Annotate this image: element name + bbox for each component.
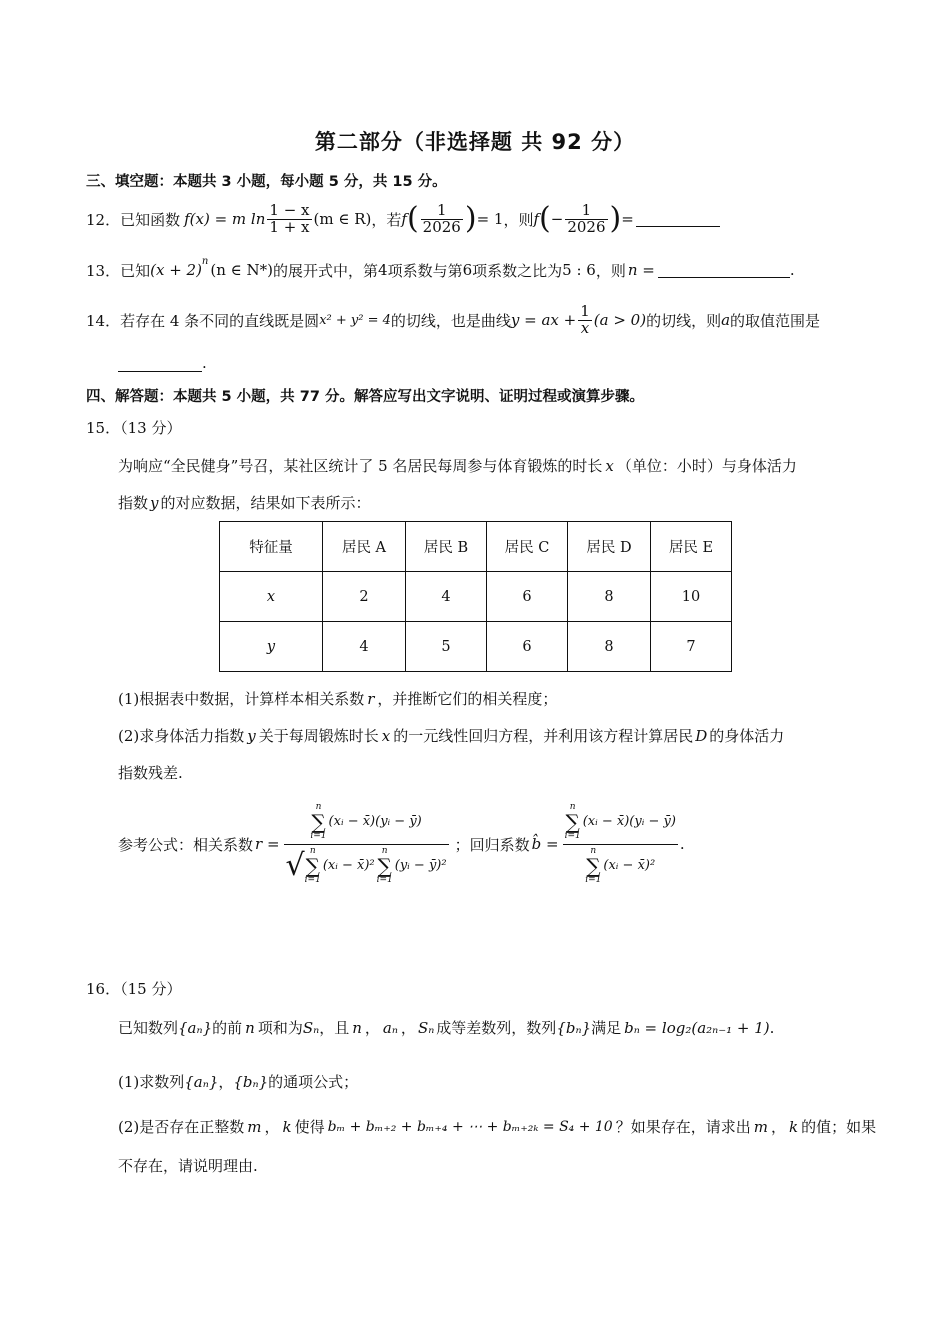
q13-text-a: 已知 [120, 261, 151, 280]
q16-var-k-2: k [788, 1117, 799, 1136]
q12-eq2: = [621, 210, 634, 228]
q15-paragraph-2 [118, 492, 371, 513]
paren-close-icon: ) [609, 201, 622, 236]
q16-var-k: k [282, 1117, 292, 1136]
table-header-cell: 居民 A [323, 522, 406, 572]
table-cell: 8 [568, 622, 651, 672]
sigma-block [305, 847, 321, 886]
paren-open-icon: ( [539, 201, 551, 236]
q16-sep: ， [264, 1118, 280, 1136]
q13-answer-blank[interactable] [658, 263, 790, 278]
q14-answer-blank[interactable] [118, 357, 202, 372]
q16-line-1 [118, 1017, 774, 1038]
question-12 [86, 197, 720, 241]
q15-var-D: D [695, 727, 708, 745]
q15-ref-b: ；回归系数 [454, 835, 530, 854]
q12-f-label-1: f [401, 210, 407, 228]
b-formula-fraction [563, 803, 678, 886]
q12-number: 12． [86, 210, 121, 229]
q14-text-b: 的切线，也是曲线 [390, 311, 511, 330]
table-cell: 6 [487, 622, 568, 672]
q15-part2-c: 的一元线性回归方程，并利用该方程计算居民 [393, 727, 694, 745]
q13-expr: (x + 2) [150, 261, 202, 279]
q16-part2-d: 的值；如果 [801, 1118, 877, 1136]
q15-part2-var-x: x [381, 727, 391, 745]
q13-four: 4 [378, 261, 388, 279]
q15-part2-line2: 指数残差. [118, 764, 183, 782]
q14-condition: (a > 0) [593, 311, 647, 329]
q16-sep-2: ， [770, 1118, 786, 1136]
q13-text-e: ，则 [595, 261, 626, 280]
q16-a-n: aₙ [382, 1018, 398, 1037]
q12-frac-den: 1 + x [269, 217, 310, 236]
q12-text-a: 已知函数 [120, 210, 181, 229]
q15-var-r: r [367, 690, 375, 708]
q13-text-d: 项系数之比为 [472, 261, 563, 280]
q13-six: 6 [462, 261, 473, 279]
q16-part1-b: ， [218, 1073, 234, 1091]
table-row [220, 572, 732, 622]
sigma-icon: ∑ [311, 810, 326, 835]
q13-sup: n [201, 256, 209, 267]
q14-fraction [578, 301, 592, 337]
sigma-icon: ∑ [565, 810, 580, 835]
table-header-cell: 特征量 [220, 522, 323, 572]
q12-function: f(x) = m ln [184, 210, 266, 228]
paren-close-icon: ) [464, 201, 477, 236]
sigma-bottom: i=1 [304, 874, 321, 885]
q16-line1-b: 的前 [212, 1019, 243, 1037]
r-denominator-term-2: (yᵢ − ȳ)² [394, 858, 447, 874]
q15-part-2 [118, 725, 784, 746]
sigma-bottom: i=1 [310, 831, 327, 842]
q12-condition: (m ∈ R) [313, 210, 372, 228]
q12-f-label-2: f [533, 210, 540, 228]
q16-line1-c: 项和为 [257, 1019, 303, 1037]
q16-line1-g: 成等差数列，数列 [436, 1019, 557, 1037]
q15-part2-d: 的身体活力 [709, 727, 785, 745]
r-formula-denominator [284, 844, 449, 886]
q16-part-2 [118, 1116, 876, 1137]
q12-arg2-num: 1 [581, 200, 592, 219]
q15-para1-b: （单位：小时）与身体活力 [616, 457, 797, 475]
q13-condition: (n ∈ N*) [210, 261, 274, 279]
q16-part1-seq-b: {bₙ} [233, 1072, 269, 1091]
sigma-block [377, 847, 393, 886]
sigma-top: n [590, 845, 597, 856]
q15-ref-period: . [679, 835, 685, 853]
table-cell: 4 [406, 572, 487, 622]
q14-number: 14． [86, 311, 121, 330]
table-cell: x [220, 572, 323, 622]
q15-part1-b: ，并推断它们的相关程度； [377, 690, 558, 708]
q16-part1-seq-a: {aₙ} [184, 1072, 219, 1091]
b-numerator-term: (xᵢ − x̄)(yᵢ − ȳ) [582, 814, 676, 830]
q13-end: . [789, 261, 795, 279]
q12-neg: − [550, 210, 564, 228]
q12-text-b: ，若 [371, 210, 402, 229]
table-cell: 5 [406, 622, 487, 672]
q15-part-1 [118, 688, 557, 709]
q15-para2-b: 的对应数据，结果如下表所示： [160, 494, 371, 512]
sigma-bottom: i=1 [564, 831, 581, 842]
table-header-cell: 居民 C [487, 522, 568, 572]
q16-Sn: Sₙ [302, 1018, 320, 1037]
q15-r-eq: r = [255, 835, 280, 853]
sigma-block [565, 803, 581, 842]
q16-var-n: n [245, 1018, 255, 1037]
q14-end: . [202, 354, 207, 372]
q14-text-a: 若存在 4 条不同的直线既是圆 [120, 311, 320, 330]
q12-arg1-num: 1 [436, 200, 447, 219]
q15-b-eq: b̂ = [531, 835, 559, 853]
table-cell: 4 [323, 622, 406, 672]
q15-part2-var-y: y [247, 727, 256, 745]
q16-Sn-2: Sₙ [417, 1018, 435, 1037]
q16-part1-c: 的通项公式； [268, 1073, 359, 1091]
q15-paragraph-1 [118, 455, 797, 476]
table-cell: 10 [651, 572, 732, 622]
b-formula-numerator [563, 803, 678, 844]
q12-text-c: ，则 [503, 210, 534, 229]
q15-para1-a: 为响应“全民健身”号召，某社区统计了 5 名居民每周参与体育锻炼的时长 [118, 457, 603, 475]
q15-var-y: y [150, 494, 159, 512]
table-cell: 6 [487, 572, 568, 622]
q16-part-1 [118, 1071, 358, 1092]
q14-answer-line [118, 354, 207, 372]
q14-text-d: 的取值范围是 [730, 311, 821, 330]
q16-line1-d: ，且 [319, 1019, 350, 1037]
r-formula-numerator [284, 803, 449, 844]
sigma-top: n [381, 845, 388, 856]
q16-part2-b: 使得 [294, 1118, 325, 1136]
table-header-cell: 居民 E [651, 522, 732, 572]
q16-part1-a: (1)求数列 [118, 1073, 185, 1091]
sigma-bottom: i=1 [376, 874, 393, 885]
q14-frac-den: x [578, 320, 592, 337]
q12-arg2-den: 2026 [567, 217, 606, 236]
q14-frac-num: 1 [580, 301, 590, 320]
q12-arg1-den: 2026 [422, 217, 461, 236]
q16-seq-a: {aₙ} [178, 1018, 213, 1037]
table-row [220, 622, 732, 672]
q14-a: a [721, 311, 731, 329]
table-header-cell: 居民 D [568, 522, 651, 572]
q15-part2-a: (2)求身体活力指数 [118, 727, 245, 745]
q14-curve: y = ax + [510, 311, 577, 329]
sigma-icon: ∑ [377, 853, 392, 878]
r-denominator-term-1: (xᵢ − x̄)² [322, 858, 375, 874]
q15-ref-a: 参考公式：相关系数 [118, 835, 254, 854]
section-4-heading: 四、解答题：本题共 5 小题，共 77 分。解答应写出文字说明、证明过程或演算步骤。 [86, 389, 644, 405]
q16-line1-a: 已知数列 [118, 1019, 179, 1037]
q14-circle: x² + y² = 4 [319, 312, 391, 328]
sigma-block [585, 847, 601, 886]
q12-arg-fraction-2 [565, 200, 607, 236]
page-title: 第二部分（非选择题 共 92 分） [314, 130, 636, 154]
q12-frac-num: 1 − x [269, 200, 310, 219]
q16-var-n-2: n [352, 1018, 362, 1037]
sigma-top: n [569, 801, 576, 812]
q16-line1-h: 满足 [591, 1019, 622, 1037]
q16-sum-equation: bₘ + bₘ₊₂ + bₘ₊₄ + ⋯ + bₘ₊₂ₖ = S₄ + 10 [327, 1118, 613, 1135]
q15-part2-b: 关于每周锻炼时长 [258, 727, 379, 745]
q16-var-m: m [247, 1117, 262, 1136]
data-table [219, 521, 732, 672]
b-denominator-term: (xᵢ − x̄)² [603, 858, 656, 874]
q16-var-m-2: m [753, 1117, 768, 1136]
q13-text-c: 项系数与第 [387, 261, 463, 280]
q16-part2-line2: 不存在，请说明理由. [118, 1157, 258, 1175]
b-formula-denominator [563, 844, 678, 886]
q12-arg-fraction-1 [421, 200, 463, 236]
table-cell: y [220, 622, 323, 672]
question-13 [86, 256, 795, 284]
q15-part1-a: (1)根据表中数据，计算样本相关系数 [118, 690, 365, 708]
sigma-block [310, 803, 326, 842]
sigma-top: n [315, 801, 322, 812]
q13-ratio: 5 : 6 [562, 261, 596, 279]
r-numerator-term: (xᵢ − x̄)(yᵢ − ȳ) [328, 814, 422, 830]
section-3-heading: 三、填空题：本题共 3 小题，每小题 5 分，共 15 分。 [86, 174, 447, 190]
q16-header: 16．（15 分） [86, 980, 182, 998]
table-cell: 8 [568, 572, 651, 622]
q15-header: 15．（13 分） [86, 419, 182, 437]
q16-line1-i: . [769, 1018, 775, 1037]
sqrt-icon: √ [285, 847, 305, 883]
q16-line1-f: ， [400, 1019, 416, 1037]
q15-reference-formulas [118, 799, 685, 889]
q15-var-x: x [605, 457, 614, 475]
table-header-cell: 居民 B [406, 522, 487, 572]
r-formula-fraction [284, 803, 449, 886]
table-header-row [220, 522, 732, 572]
q13-number: 13． [86, 261, 121, 280]
table-cell: 7 [651, 622, 732, 672]
sigma-bottom: i=1 [585, 874, 602, 885]
q12-fraction [267, 200, 311, 236]
q16-bn-formula: bₙ = log₂(a₂ₙ₋₁ + 1) [624, 1018, 770, 1037]
q13-n-eq: n = [627, 261, 655, 279]
sigma-icon: ∑ [305, 853, 320, 878]
q16-line1-e: ， [364, 1019, 380, 1037]
sigma-icon: ∑ [586, 853, 601, 878]
q16-part2-c: ？如果存在，请求出 [615, 1118, 751, 1136]
q12-answer-blank[interactable] [636, 212, 720, 227]
question-14 [86, 298, 820, 342]
q15-para2-a: 指数 [118, 494, 149, 512]
q12-eq1: = 1 [476, 210, 504, 228]
q16-seq-b: {bₙ} [556, 1018, 592, 1037]
sigma-top: n [309, 845, 316, 856]
table-cell: 2 [323, 572, 406, 622]
q14-text-c: 的切线，则 [646, 311, 722, 330]
q16-part2-a: (2)是否存在正整数 [118, 1118, 245, 1136]
paren-open-icon: ( [406, 201, 419, 236]
q13-text-b: 的展开式中，第 [273, 261, 379, 280]
